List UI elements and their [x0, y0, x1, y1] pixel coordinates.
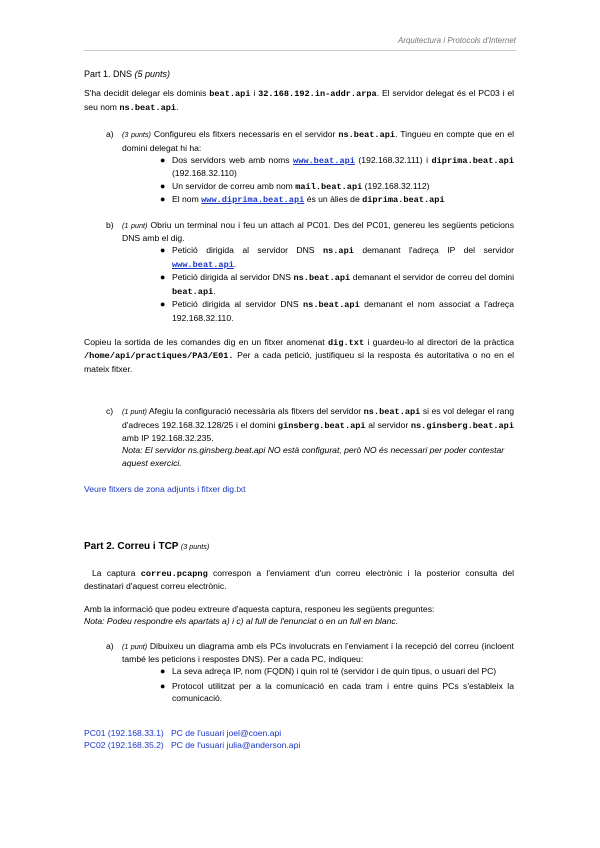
domain-beat-api: beat.api — [209, 89, 251, 100]
copy-instructions: Copieu la sortida de les comandes dig en un fitxer anomenat dig.txt i guardeu-lo al directori de la pràctica /home/api/practiques/PA3/E01. Per a cada petició, justifiqueu si la resposta és autoritativa o no en el mateix fitxer. — [84, 336, 515, 374]
list-item: ● El nom www.diprima.beat.api és un àlies de diprima.beat.api — [160, 194, 445, 206]
list-item: ● Dos servidors web amb noms www.beat.api (192.168.32.111) i diprima.beat.api (192.168.32.110) — [160, 155, 514, 179]
domain-reverse: 32.168.192.in-addr.arpa — [258, 89, 377, 100]
item-mark: a) — [106, 129, 114, 140]
part2-points: (3 punts) — [180, 541, 210, 551]
zone-files-link[interactable]: Veure fitxers de zona adjunts i fitxer dig.txt — [84, 484, 246, 495]
pc01-line: PC01 (192.168.33.1) PC de l'usuari joel@coen.api — [84, 727, 282, 738]
bullet-icon: ● — [160, 155, 166, 166]
part2-title: Part 2. Correu i TCP (3 punts) — [84, 540, 210, 552]
list-item: ● Petició dirigida al servidor DNS ns.beat.api demanant el servidor de correu del domini beat.api. — [160, 272, 514, 297]
header-text: Arquitectura i Protocols d'Internet — [397, 36, 516, 45]
list-item: ● Un servidor de correu amb nom mail.beat.api (192.168.32.112) — [160, 180, 430, 192]
item-mark: c) — [106, 406, 114, 417]
part1-points: (5 punts) — [134, 69, 171, 79]
part2-info: Amb la informació que podeu extreure d'aquesta captura, responeu les següents preguntes: — [84, 603, 435, 614]
list-item: ● Petició dirigida al servidor DNS ns.beat.api demanant el nom associat a l'adreça 192.168.32.110. — [160, 299, 515, 323]
part1-item-a: a) (3 punts) Configureu els fitxers necessaris en el servidor ns.beat.api. Tingueu en compte que en el domini delegat hi ha: — [106, 129, 515, 153]
bullet-icon: ● — [160, 272, 166, 283]
bullet-icon: ● — [160, 680, 166, 691]
part1-intro: S'ha decidit delegar els dominis beat.api i 32.168.192.in-addr.arpa. El servidor delegat és el PC03 i el seu nom ns.beat.api. — [84, 88, 515, 113]
item-mark: b) — [106, 219, 114, 230]
ns-beat-api: ns.beat.api — [119, 102, 177, 113]
bullet-icon: ● — [160, 194, 166, 205]
bullet-icon: ● — [160, 299, 166, 310]
part1-item-b: b) (1 punt) Obriu un terminal nou i feu un attach al PC01. Des del PC01, genereu les següents peticions DNS amb el dig. — [106, 219, 514, 244]
part2-note: Nota: Podeu respondre els apartats a) i c) al full de l'enunciat o en un full en blanc. — [84, 616, 399, 627]
bullet-icon: ● — [160, 245, 166, 256]
document-body — [84, 68, 514, 751]
link-www-diprima-beat-api[interactable]: www.diprima.beat.api — [201, 195, 305, 206]
item-points: (1 punt) — [122, 220, 148, 230]
list-item: ● Protocol utilitzat per a la comunicació en cada tram i entre quins PCs s'estableix la comunicació. — [160, 680, 514, 704]
item-points: (3 punts) — [122, 130, 151, 140]
item-mark: a) — [106, 640, 114, 651]
bullet-icon: ● — [160, 180, 166, 191]
part1-title: Part 1. DNS (5 punts) — [84, 69, 171, 79]
list-item: ● La seva adreça IP, nom (FQDN) i quin rol té (servidor i de quin tipus, o usuari del PC) — [160, 666, 497, 677]
pc02-line: PC02 (192.168.35.2) PC de l'usuari julia@anderson.api — [84, 740, 301, 751]
part1-item-c: c) (1 punt) Afegiu la configuració necessària als fitxers del servidor ns.beat.api si es vol delegar el rang d'adreces 192.168.32.128/25 i el domini ginsberg.beat.api al servidor ns.ginsberg.beat.api amb IP 192.168.32.235. — [106, 406, 515, 443]
part2-intro: La captura correu.pcapng correspon a l'enviament d'un correu electrònic i la posterior consulta del destinatari d'aquest correu electrònic. — [84, 567, 515, 592]
page-header — [84, 36, 516, 51]
link-www-beat-api[interactable]: www.beat.api — [293, 156, 355, 167]
bullet-icon: ● — [160, 666, 166, 677]
part1-c-note: Nota: El servidor ns.ginsberg.beat.api NO està configurat, però NO és necessari per poder contestar aquest exercici. — [122, 445, 505, 468]
list-item: ● Petició dirigida al servidor DNS ns.api demanant l'adreça IP del servidor www.beat.api. — [160, 245, 515, 270]
part2-item-a: a) (1 punt) Dibuixeu un diagrama amb els PCs involucrats en l'enviament i la recepció del correu (incloent també les peticions i respostes DNS). Per a cada PC, indiqueu: — [106, 640, 514, 664]
item-points: (1 punt) — [122, 407, 147, 417]
item-points: (1 punt) — [122, 641, 148, 651]
link-www-beat-api[interactable]: www.beat.api — [172, 259, 234, 270]
